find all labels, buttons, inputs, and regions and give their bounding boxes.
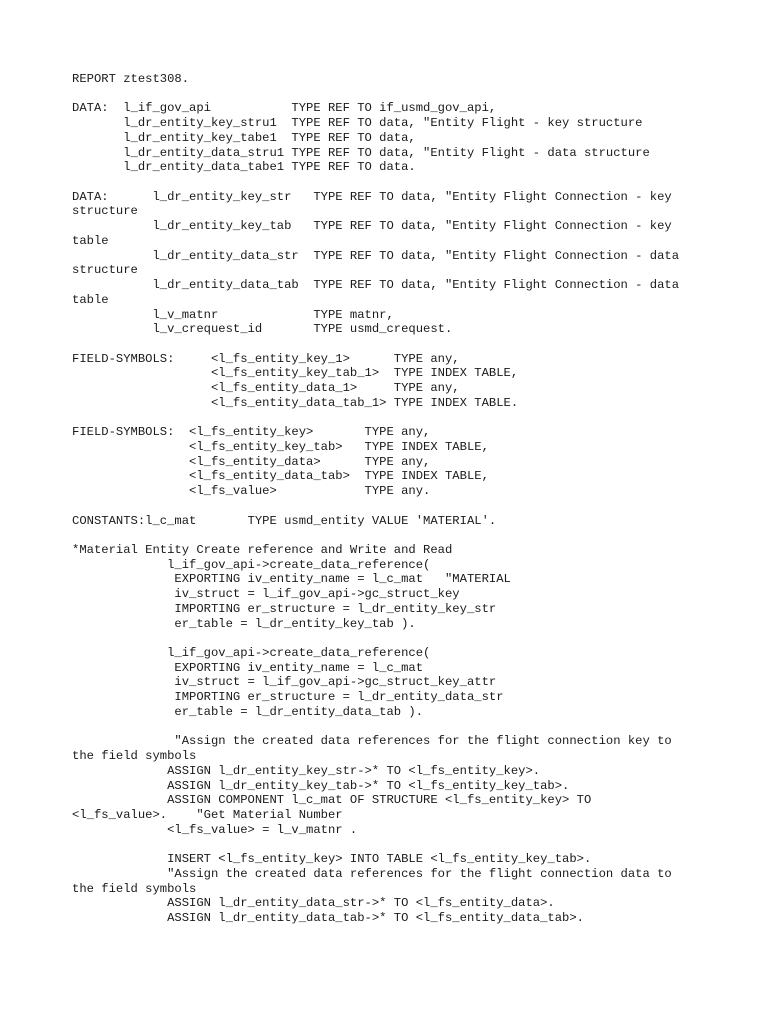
code-line: REPORT ztest308. <box>72 72 190 86</box>
code-line: "Assign the created data references for the flight connection key to <box>72 734 672 749</box>
code-line: l_dr_entity_key_stru1 TYPE REF TO data, "Entity Flight - key structure <box>72 116 643 131</box>
code-line: ASSIGN l_dr_entity_key_tab->* TO <l_fs_entity_key_tab>. <box>72 778 570 793</box>
code-line: table <box>72 233 109 248</box>
code-line: CONSTANTS:l_c_mat TYPE usmd_entity VALUE 'MATERIAL'. <box>72 513 497 528</box>
code-line: l_dr_entity_key_tabe1 TYPE REF TO data, <box>72 130 416 145</box>
code-line: DATA: l_if_gov_api TYPE REF TO if_usmd_gov_api, <box>72 101 497 116</box>
code-line: the field symbols <box>72 749 197 764</box>
code-line: l_v_crequest_id TYPE usmd_crequest. <box>72 322 453 337</box>
code-line: <l_fs_entity_data_tab_1> TYPE INDEX TABLE. <box>72 395 519 410</box>
code-line: <l_fs_value> = l_v_matnr . <box>72 822 358 837</box>
code-line: INSERT <l_fs_entity_key> INTO TABLE <l_fs_entity_key_tab>. <box>72 852 592 867</box>
code-line: er_table = l_dr_entity_data_tab ). <box>72 704 424 719</box>
code-line: ASSIGN l_dr_entity_data_tab->* TO <l_fs_entity_data_tab>. <box>72 910 584 925</box>
code-line: <l_fs_value> TYPE any. <box>72 484 431 499</box>
code-line: FIELD-SYMBOLS: <l_fs_entity_key> TYPE any, <box>72 425 431 440</box>
code-line: <l_fs_entity_key_tab_1> TYPE INDEX TABLE, <box>72 366 519 381</box>
code-line: the field symbols <box>72 881 197 896</box>
code-line: IMPORTING er_structure = l_dr_entity_data_str <box>72 690 504 705</box>
code-line <box>72 528 732 543</box>
code-line: DATA: l_dr_entity_key_str TYPE REF TO data, "Entity Flight Connection - key <box>72 189 672 204</box>
code-line <box>72 411 732 426</box>
abap-code-listing <box>72 72 732 926</box>
code-line: *Material Entity Create reference and Write and Read <box>72 543 453 557</box>
code-line: l_if_gov_api->create_data_reference( <box>72 646 431 661</box>
code-line: <l_fs_entity_key_tab> TYPE INDEX TABLE, <box>72 439 489 454</box>
code-line: structure <box>72 263 138 278</box>
code-line: ASSIGN COMPONENT l_c_mat OF STRUCTURE <l_fs_entity_key> TO <box>72 793 592 808</box>
code-line: ASSIGN l_dr_entity_data_str->* TO <l_fs_entity_data>. <box>72 896 555 911</box>
code-line <box>72 720 732 735</box>
code-line <box>72 87 732 102</box>
code-line: IMPORTING er_structure = l_dr_entity_key_str <box>72 601 497 616</box>
code-line: l_if_gov_api->create_data_reference( <box>72 557 431 572</box>
code-line: EXPORTING iv_entity_name = l_c_mat <box>72 660 424 675</box>
code-line: <l_fs_entity_data_tab> TYPE INDEX TABLE, <box>72 469 489 484</box>
code-line: EXPORTING iv_entity_name = l_c_mat "MATERIAL <box>72 572 511 587</box>
code-line: l_dr_entity_data_stru1 TYPE REF TO data, "Entity Flight - data structure <box>72 145 650 160</box>
code-line: "Assign the created data references for the flight connection data to <box>72 866 672 881</box>
code-line: l_dr_entity_data_tabe1 TYPE REF TO data. <box>72 160 416 175</box>
code-line: <l_fs_entity_data_1> TYPE any, <box>72 381 460 396</box>
code-line: er_table = l_dr_entity_key_tab ). <box>72 616 416 631</box>
code-line: l_dr_entity_key_tab TYPE REF TO data, "Entity Flight Connection - key <box>72 219 672 234</box>
code-line: l_dr_entity_data_str TYPE REF TO data, "Entity Flight Connection - data <box>72 248 680 263</box>
code-line: ASSIGN l_dr_entity_key_str->* TO <l_fs_entity_key>. <box>72 763 541 778</box>
code-line: <l_fs_value>. "Get Material Number <box>72 807 343 822</box>
code-line: l_dr_entity_data_tab TYPE REF TO data, "Entity Flight Connection - data <box>72 278 680 293</box>
code-line: structure <box>72 204 138 219</box>
code-line: iv_struct = l_if_gov_api->gc_struct_key <box>72 587 460 602</box>
code-line: FIELD-SYMBOLS: <l_fs_entity_key_1> TYPE any, <box>72 351 460 366</box>
code-line <box>72 337 732 352</box>
code-line: iv_struct = l_if_gov_api->gc_struct_key_attr <box>72 675 497 690</box>
code-line <box>72 837 732 852</box>
code-line: <l_fs_entity_data> TYPE any, <box>72 454 431 469</box>
code-line <box>72 631 732 646</box>
code-line: l_v_matnr TYPE matnr, <box>72 307 394 322</box>
code-line <box>72 499 732 514</box>
code-line: table <box>72 292 109 307</box>
code-line <box>72 175 732 190</box>
